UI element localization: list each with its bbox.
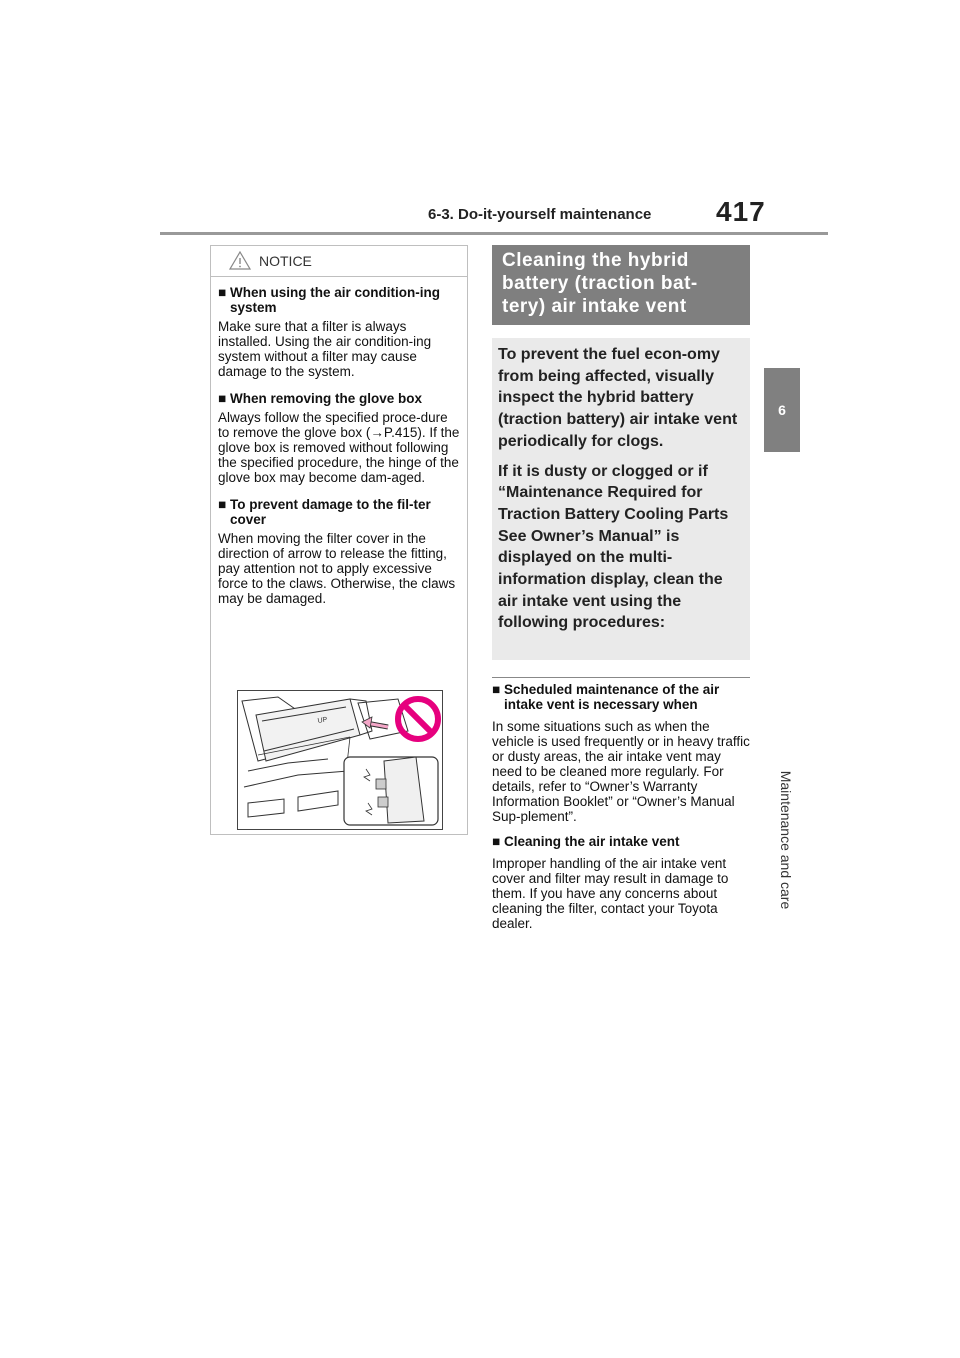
notice-heading: ■ To prevent damage to the fil-ter cover xyxy=(218,497,431,527)
notice-body xyxy=(211,277,467,606)
section-divider xyxy=(492,677,750,678)
notice-box xyxy=(210,245,468,835)
intro-paragraph: If it is dusty or clogged or if “Maintenance Required for Traction Battery Cooling Parts See Owner’s Manual” is displayed on the multi-information display, clean the air intake vent using the following procedures: xyxy=(498,462,729,632)
filter-cover-drawing xyxy=(238,691,442,829)
notice-label: NOTICE xyxy=(259,253,312,269)
section-header: 6-3. Do-it-yourself maintenance xyxy=(428,206,652,223)
subsection-text: Improper handling of the air intake vent cover and filter may result in damage to them. If you have any concerns about cleaning the filter, contact your Toyota dealer. xyxy=(492,856,729,931)
notice-heading: ■ When using the air condition-ing system xyxy=(218,285,440,315)
intro-box xyxy=(492,338,750,660)
right-body xyxy=(492,682,750,931)
subsection-heading: ■ Scheduled maintenance of the air intake vent is necessary when xyxy=(492,682,720,712)
intro-paragraph: To prevent the fuel econ-omy from being affected, visually inspect the hybrid battery (traction battery) air intake vent periodically for clogs. xyxy=(498,346,738,450)
page-number: 417 xyxy=(716,196,766,227)
notice-text: Always follow the specified proce-dure to remove the glove box (→P.415). If the glove box is removed without following the specified procedure, the hinge of the glove box may become dam-aged. xyxy=(218,410,460,485)
section-title: Cleaning the hybrid battery (traction bat-tery) air intake vent xyxy=(492,245,750,325)
header-divider xyxy=(160,232,828,235)
notice-text: Make sure that a filter is always installed. Using the air condition-ing system without a filter may cause damage to the system. xyxy=(218,319,432,379)
notice-header xyxy=(211,246,467,277)
notice-heading: ■ When removing the glove box xyxy=(218,391,423,406)
filter-cover-illustration xyxy=(237,690,443,830)
chapter-tab xyxy=(764,368,800,452)
notice-text: When moving the filter cover in the direction of arrow to release the fitting, pay attention not to apply excessive force to the claws. Otherwise, the claws may be damaged. xyxy=(218,531,456,606)
up-label: UP xyxy=(317,716,328,725)
chapter-number: 6 xyxy=(778,402,786,418)
subsection-heading: ■ Cleaning the air intake vent xyxy=(492,834,680,849)
warning-triangle-icon xyxy=(229,251,251,270)
subsection-text: In some situations such as when the vehicle is used frequently or in heavy traffic or dusty areas, the air intake vent may need to be cleaned more regularly. For details, refer to “Owner’s Warranty Information Booklet” or “Owner’s Manual Sup-plement”. xyxy=(492,719,750,824)
chapter-title: Maintenance and care xyxy=(778,770,794,910)
